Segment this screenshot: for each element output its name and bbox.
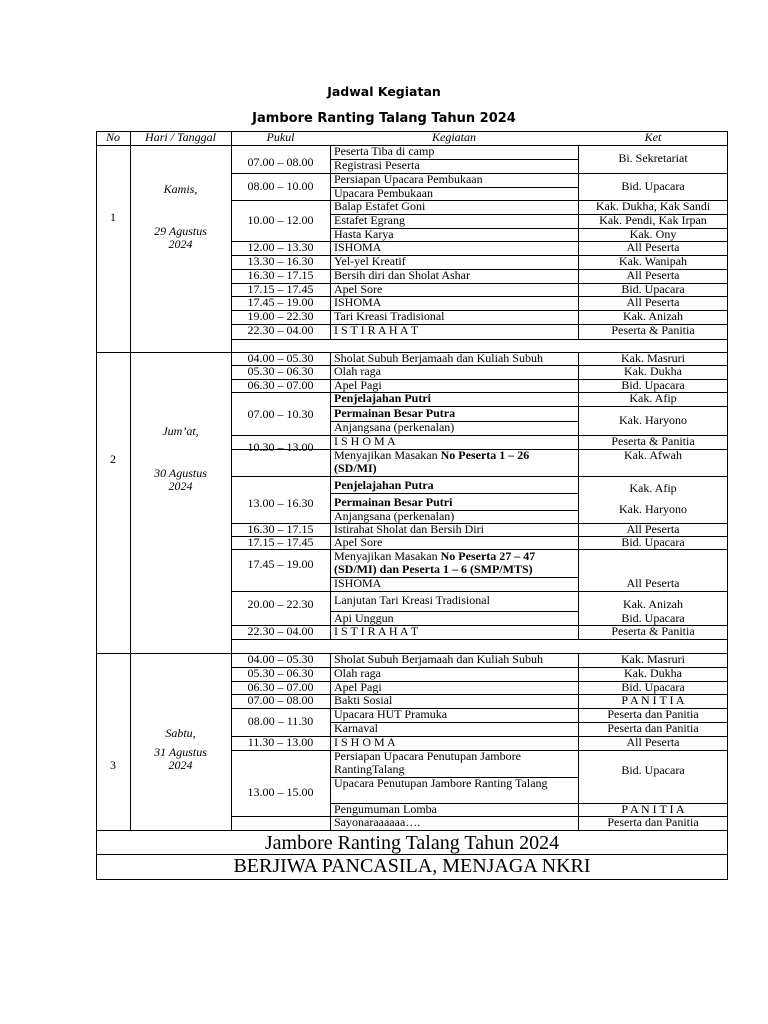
- time-cell: 07.00 – 10.30: [247, 407, 314, 421]
- note-cell: Bid. Upacara: [621, 680, 685, 694]
- activity-cell: Sayonaraaaaaa….: [334, 815, 421, 829]
- activity-cell: ISHOMA: [334, 240, 382, 254]
- activity-cell: Penjelajahan Putra: [334, 478, 434, 492]
- activity-cell: Apel Pagi: [334, 378, 382, 392]
- time-cell: 20.00 – 22.30: [247, 597, 314, 611]
- activity-cell: Persiapan Upacara Penutupan Jambore RantingTalang: [334, 749, 521, 776]
- activity-cell: Karnaval: [334, 721, 378, 735]
- activity-cell: Anjangsana (perkenalan): [334, 509, 455, 523]
- note-cell: Peserta & Panitia: [611, 434, 695, 448]
- table-rule: [231, 591, 727, 592]
- time-cell: 06.30 – 07.00: [247, 680, 314, 694]
- day-date: 30 Agustus 2024: [154, 466, 207, 493]
- time-cell: 13.30 – 16.30: [247, 254, 314, 268]
- activity-cell: Menyajikan Masakan No Peserta 27 – 47 (SD/MI) dan Peserta 1 – 6 (SMP/MTS): [334, 549, 536, 576]
- note-cell: Kak. Afwah: [624, 448, 682, 462]
- activity-cell: Estafet Egrang: [334, 213, 405, 227]
- table-rule: [231, 339, 727, 340]
- time-cell: 16.30 – 17.15: [247, 268, 314, 282]
- activity-cell: Balap Estafet Goni: [334, 199, 426, 213]
- activity-cell: Apel Pagi: [334, 680, 382, 694]
- note-cell: Bid. Upacara: [621, 763, 685, 777]
- activity-cell: Bakti Sosial: [334, 693, 393, 707]
- activity-cell: Peserta Tiba di camp: [334, 144, 435, 158]
- time-cell: 19.00 – 22.30: [247, 309, 314, 323]
- note-cell: Kak. Wanipah: [618, 254, 688, 268]
- day-date: 31 Agustus 2024: [154, 745, 207, 772]
- time-cell: 22.30 – 04.00: [247, 624, 314, 638]
- activity-cell: Persiapan Upacara Pembukaan: [334, 172, 483, 186]
- note-cell: Peserta dan Panitia: [607, 721, 699, 735]
- activity-cell: ISHOMA: [334, 576, 382, 590]
- header-time: Pukul: [266, 130, 295, 144]
- activity-cell: Anjangsana (perkenalan): [334, 420, 455, 434]
- table-rule: [330, 493, 578, 494]
- time-cell: 05.30 – 06.30: [247, 364, 314, 378]
- note-cell: Bid. Upacara: [621, 179, 685, 193]
- day-number: 1: [110, 210, 116, 224]
- table-rule: [231, 476, 727, 477]
- time-cell: 04.00 – 05.30: [247, 652, 314, 666]
- activity-cell: I S T I R A H A T: [334, 624, 419, 638]
- activity-cell: Upacara Pembukaan: [334, 186, 433, 200]
- activity-cell: Bersih diri dan Sholat Ashar: [334, 268, 470, 282]
- note-cell: Kak. Anizah: [623, 309, 683, 323]
- activity-cell: Permainan Besar Putri: [334, 495, 453, 509]
- header-no: No: [105, 130, 120, 144]
- note-cell: Peserta dan Panitia: [607, 815, 699, 829]
- note-cell: All Peserta: [626, 295, 680, 309]
- time-cell: 10.00 – 12.00: [247, 213, 314, 227]
- time-cell: 12.00 – 13.30: [247, 240, 314, 254]
- activity-cell: Apel Sore: [334, 282, 383, 296]
- footer-line-2: BERJIWA PANCASILA, MENJAGA NKRI: [233, 855, 591, 877]
- activity-cell: I S T I R A H A T: [334, 323, 419, 337]
- activity-cell: Pengumuman Lomba: [334, 802, 437, 816]
- day-date: 29 Agustus 2024: [154, 224, 207, 251]
- activity-cell: Api Unggun: [334, 611, 394, 625]
- time-cell: 07.00 – 08.00: [247, 693, 314, 707]
- activity-cell: I S H O M A: [334, 434, 396, 448]
- time-cell: 17.45 – 19.00: [247, 295, 314, 309]
- note-cell: P A N I T I A: [621, 802, 685, 816]
- activity-cell: ISHOMA: [334, 295, 382, 309]
- table-rule: [231, 639, 727, 640]
- time-cell: 04.00 – 05.30: [247, 351, 314, 365]
- note-cell: All Peserta: [626, 522, 680, 536]
- table-rule: [578, 406, 727, 407]
- header-note: Ket: [644, 130, 662, 144]
- document-title: Jadwal Kegiatan: [327, 84, 441, 99]
- activity-cell: Yel-yel Kreatif: [334, 254, 406, 268]
- note-cell: Bid. Upacara: [621, 282, 685, 296]
- time-cell: 13.00 – 15.00: [247, 785, 314, 799]
- note-cell: All Peserta: [626, 240, 680, 254]
- activity-cell: Permainan Besar Putra: [334, 406, 456, 420]
- time-cell: 10.30 – 13.00: [247, 440, 314, 454]
- note-cell: Bid. Upacara: [621, 611, 685, 625]
- time-cell: 11.30 – 13.00: [247, 735, 314, 749]
- activity-cell: I S H O M A: [334, 735, 396, 749]
- day-name: Jum’at,: [162, 424, 199, 438]
- document-subtitle: Jambore Ranting Talang Tahun 2024: [252, 111, 516, 126]
- activity-cell: Upacara HUT Pramuka: [334, 707, 448, 721]
- note-cell: Kak. Ony: [629, 227, 677, 241]
- footer-line-1: Jambore Ranting Talang Tahun 2024: [264, 832, 560, 854]
- time-cell: 05.30 – 06.30: [247, 666, 314, 680]
- time-cell: 17.45 – 19.00: [247, 557, 314, 571]
- note-cell: Kak. Dukha: [624, 666, 682, 680]
- note-cell: Peserta & Panitia: [611, 624, 695, 638]
- note-cell: Kak. Masruri: [621, 351, 685, 365]
- header-activity: Kegiatan: [432, 130, 476, 144]
- day-number: 3: [110, 758, 116, 772]
- time-cell: 08.00 – 10.00: [247, 179, 314, 193]
- note-cell: Kak. Pendi, Kak Irpan: [599, 213, 707, 227]
- activity-cell: Apel Sore: [334, 535, 383, 549]
- activity-cell: Olah raga: [334, 666, 381, 680]
- activity-cell: Lanjutan Tari Kreasi Tradisional: [334, 593, 490, 607]
- activity-cell: Sholat Subuh Berjamaah dan Kuliah Subuh: [334, 652, 543, 666]
- table-rule: [330, 352, 331, 639]
- activity-cell: Hasta Karya: [334, 227, 394, 241]
- note-cell: Kak. Afip: [629, 391, 677, 405]
- activity-cell: Sholat Subuh Berjamaah dan Kuliah Subuh: [334, 351, 543, 365]
- note-cell: Kak. Dukha: [624, 364, 682, 378]
- note-cell: Peserta & Panitia: [611, 323, 695, 337]
- activity-cell: Istirahat Sholat dan Bersih Diri: [334, 522, 484, 536]
- time-cell: 13.00 – 16.30: [247, 496, 314, 510]
- note-cell: Bid. Upacara: [621, 535, 685, 549]
- header-day: Hari / Tanggal: [145, 130, 216, 144]
- activity-cell: Menyajikan Masakan No Peserta 1 – 26 (SD/MI): [334, 448, 530, 475]
- time-cell: 16.30 – 17.15: [247, 522, 314, 536]
- note-cell: Kak. Dukha, Kak Sandi: [595, 199, 711, 213]
- note-cell: Kak. Haryono: [619, 502, 687, 516]
- time-cell: 22.30 – 04.00: [247, 323, 314, 337]
- note-cell: Kak. Anizah: [623, 597, 683, 611]
- time-cell: 08.00 – 11.30: [247, 714, 314, 728]
- note-cell: P A N I T I A: [621, 693, 685, 707]
- note-cell: All Peserta: [626, 576, 680, 590]
- note-cell: Kak. Afip: [629, 481, 677, 495]
- day-number: 2: [110, 452, 116, 466]
- time-cell: 07.00 – 08.00: [247, 155, 314, 169]
- note-cell: Bi. Sekretariat: [618, 151, 688, 165]
- day-name: Kamis,: [163, 182, 198, 196]
- time-cell: 06.30 – 07.00: [247, 378, 314, 392]
- note-cell: Bid. Upacara: [621, 378, 685, 392]
- activity-cell: Registrasi Peserta: [334, 158, 420, 172]
- table-rule: [96, 879, 727, 880]
- note-cell: Kak. Masruri: [621, 652, 685, 666]
- activity-cell: Tari Kreasi Tradisional: [334, 309, 445, 323]
- time-cell: 17.15 – 17.45: [247, 282, 314, 296]
- note-cell: All Peserta: [626, 735, 680, 749]
- table-rule: [231, 830, 727, 831]
- time-cell: 17.15 – 17.45: [247, 535, 314, 549]
- note-cell: Kak. Haryono: [619, 413, 687, 427]
- activity-cell: Penjelajahan Putri: [334, 391, 431, 405]
- day-name: Sabtu,: [165, 726, 196, 740]
- activity-cell: Upacara Penutupan Jambore Ranting Talang: [334, 776, 548, 790]
- note-cell: Peserta dan Panitia: [607, 707, 699, 721]
- activity-cell: Olah raga: [334, 364, 381, 378]
- note-cell: All Peserta: [626, 268, 680, 282]
